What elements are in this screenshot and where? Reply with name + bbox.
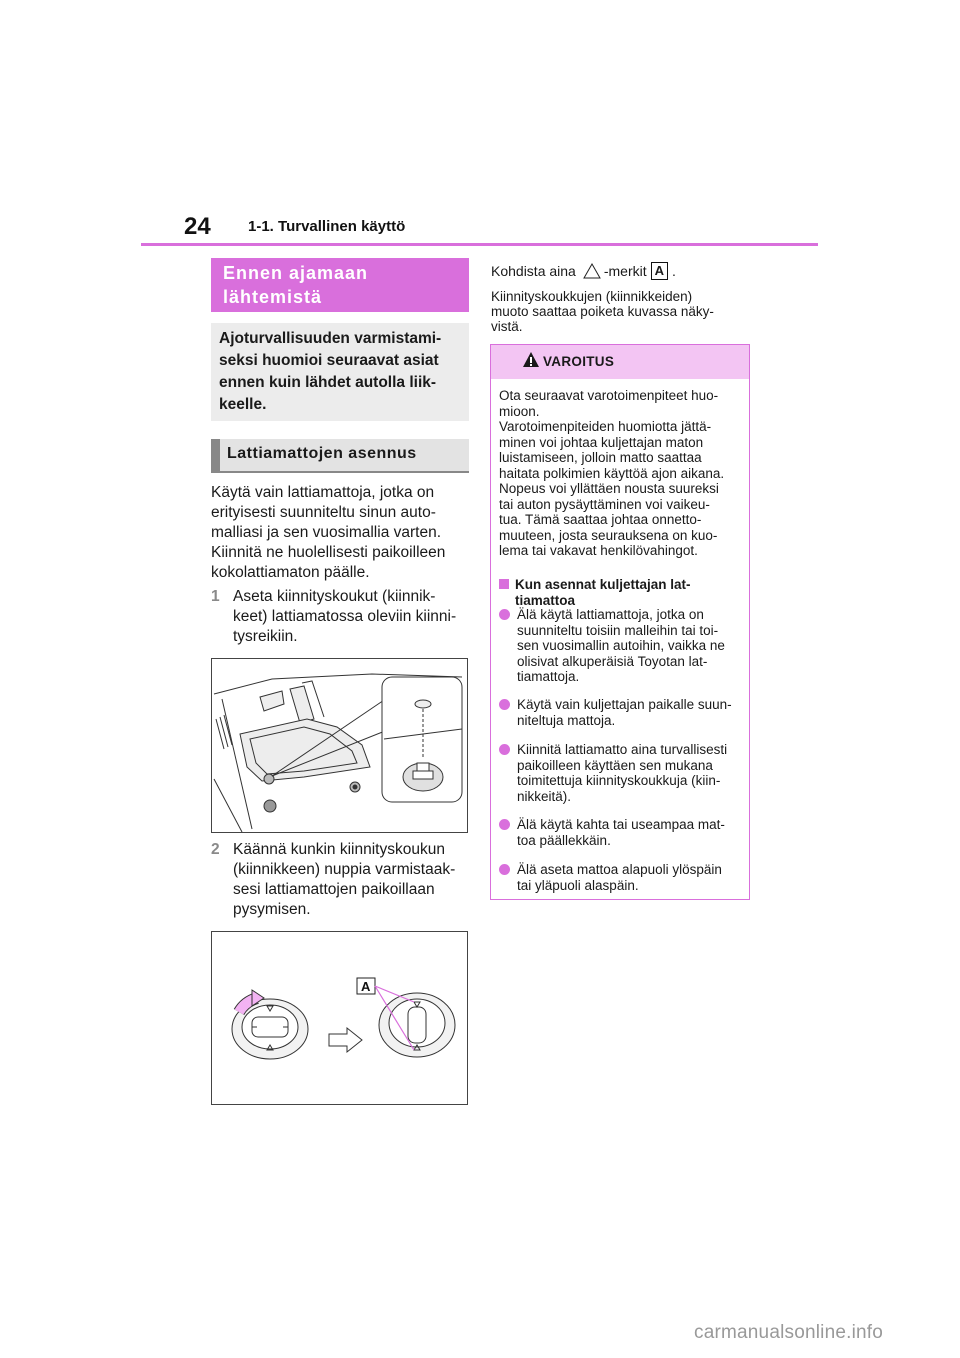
alignment-instruction: [491, 262, 676, 280]
warning-line: muuteen, josta seurauksena on kuo-: [499, 527, 718, 543]
bullet-line: Kiinnitä lattiamatto aina turvallisesti: [517, 742, 728, 757]
bullet-dot-icon: [499, 744, 510, 755]
floor-mat-illustration: [211, 658, 468, 833]
warning-line: minen voi johtaa kuljettajan maton: [499, 434, 704, 450]
triangle-mark-icon: [582, 262, 602, 280]
header-divider: [141, 243, 818, 246]
step-line: Käännä kunkin kiinnityskoukun: [233, 841, 445, 858]
notice-line: keelle.: [219, 396, 267, 413]
intro-line: Käytä vain lattiamattoja, jotka on: [211, 484, 435, 501]
bullet-line: olisivat alkuperäisiä Toyotan lat-: [517, 653, 708, 669]
intro-paragraph: [211, 483, 473, 583]
floor-mat-drawing: [212, 659, 467, 832]
align-end: .: [672, 263, 676, 279]
bullet-dot-icon: [499, 864, 510, 875]
notice-line: seksi huomioi seuraavat asiat: [219, 352, 439, 369]
note-line: Kiinnityskoukkujen (kiinnikkeiden): [491, 289, 693, 304]
warning-line: lema tai vakavat henkilövahingot.: [499, 543, 698, 558]
bullet-line: paikoilleen käyttäen sen mukana: [517, 757, 713, 773]
warning-line: tua. Tämä saattaa johtaa onnetto-: [499, 512, 702, 527]
intro-line: Kiinnitä ne huolellisesti paikoilleen: [211, 544, 446, 561]
bullet-line: tiamattoja.: [517, 669, 580, 684]
step-2: [211, 840, 473, 920]
bullet-line: tai yläpuoli alaspäin.: [517, 877, 639, 893]
step-line: tysreikiin.: [233, 628, 298, 645]
bullet-line: Käytä vain kuljettajan paikalle suun-: [517, 697, 732, 712]
warning-line: luistamiseen, jolloin matto saattaa: [499, 450, 702, 465]
subheading-line: tiamattoa: [515, 592, 576, 608]
step-line: (kiinnikkeen) nuppia varmistaak-: [233, 861, 456, 878]
bullet-dot-icon: [499, 819, 510, 830]
warning-bullet: [499, 862, 744, 893]
hook-rotation-illustration: [211, 931, 468, 1105]
bullet-dot-icon: [499, 609, 510, 620]
warning-line: tai auton pysäyttäminen voi vaikeu-: [499, 496, 710, 512]
bullet-line: nikkeitä).: [517, 788, 572, 804]
step-1: [211, 587, 473, 647]
bullet-dot-icon: [499, 699, 510, 710]
step-line: keet) lattiamatossa oleviin kiinni-: [233, 608, 457, 625]
bullet-line: Älä käytä kahta tai useampaa mat-: [517, 817, 725, 832]
step-number: 2: [211, 841, 220, 858]
warning-triangle-icon: [522, 351, 540, 368]
main-heading-line: lähtemistä: [223, 287, 323, 307]
warning-box: [490, 344, 750, 900]
notice-line: ennen kuin lähdet autolla liik-: [219, 374, 437, 391]
warning-bullet: [499, 742, 744, 804]
warning-line: Ota seuraavat varotoimenpiteet huo-: [499, 388, 719, 403]
warning-title: VAROITUS: [543, 354, 615, 369]
warning-line: mioon.: [499, 403, 540, 419]
warning-bullet: [499, 607, 744, 685]
warning-body: [499, 388, 744, 559]
bullet-line: suunniteltu toisiin malleihin tai toi-: [517, 622, 719, 638]
intro-line: kokolattiamaton päälle.: [211, 564, 370, 581]
warning-line: Nopeus voi yllättäen nousta suureksi: [499, 481, 719, 496]
warning-bullet: [499, 817, 744, 848]
clip-shape-note: [491, 289, 741, 334]
subheading-line: Kun asennat kuljettajan lat-: [515, 577, 691, 592]
bullet-line: toa päällekkäin.: [517, 832, 611, 848]
step-line: sesi lattiamattojen paikoillaan: [233, 881, 435, 898]
warning-subheading: [499, 577, 744, 608]
bullet-line: Älä aseta mattoa alapuoli ylöspäin: [517, 862, 722, 877]
note-line: muoto saattaa poiketa kuvassa näky-: [491, 304, 714, 319]
page-number: 24: [184, 213, 211, 240]
note-line: vistä.: [491, 319, 523, 334]
warning-line: Varotoimenpiteiden huomiotta jättä-: [499, 419, 712, 434]
notice-line: Ajoturvallisuuden varmistami-: [219, 330, 442, 347]
step-number: 1: [211, 588, 220, 605]
bullet-line: toimitettuja kiinnityskoukkuja (kiin-: [517, 773, 721, 788]
sub-heading: Lattiamattojen asennus: [211, 439, 469, 473]
figure-label-a: A: [361, 979, 371, 994]
notice-box: [211, 323, 469, 421]
main-heading: [211, 258, 469, 312]
square-bullet-icon: [499, 579, 509, 589]
main-heading-line: Ennen ajamaan: [223, 263, 369, 283]
section-title: 1-1. Turvallinen käyttö: [248, 218, 406, 235]
hook-rotation-drawing: [212, 932, 467, 1104]
warning-bullet: [499, 697, 744, 728]
intro-line: erityisesti suunniteltu sinun auto-: [211, 504, 436, 521]
intro-line: malliasi ja sen vuosimallia varten.: [211, 524, 442, 541]
step-line: pysymisen.: [233, 901, 311, 918]
bullet-line: niteltuja mattoja.: [517, 712, 616, 728]
watermark: carmanualsonline.info: [694, 1322, 884, 1343]
bullet-line: sen vuosimallin autoihin, vaikka ne: [517, 638, 725, 653]
align-suffix: -merkit: [603, 263, 647, 279]
warning-line: haitata polkimien käyttöä ajon aikana.: [499, 465, 725, 481]
label-a-box: A: [651, 262, 668, 280]
step-line: Aseta kiinnityskoukut (kiinnik-: [233, 588, 436, 605]
warning-header: [491, 345, 749, 379]
align-prefix: Kohdista aina: [491, 263, 576, 279]
bullet-line: Älä käytä lattiamattoja, jotka on: [517, 607, 704, 622]
